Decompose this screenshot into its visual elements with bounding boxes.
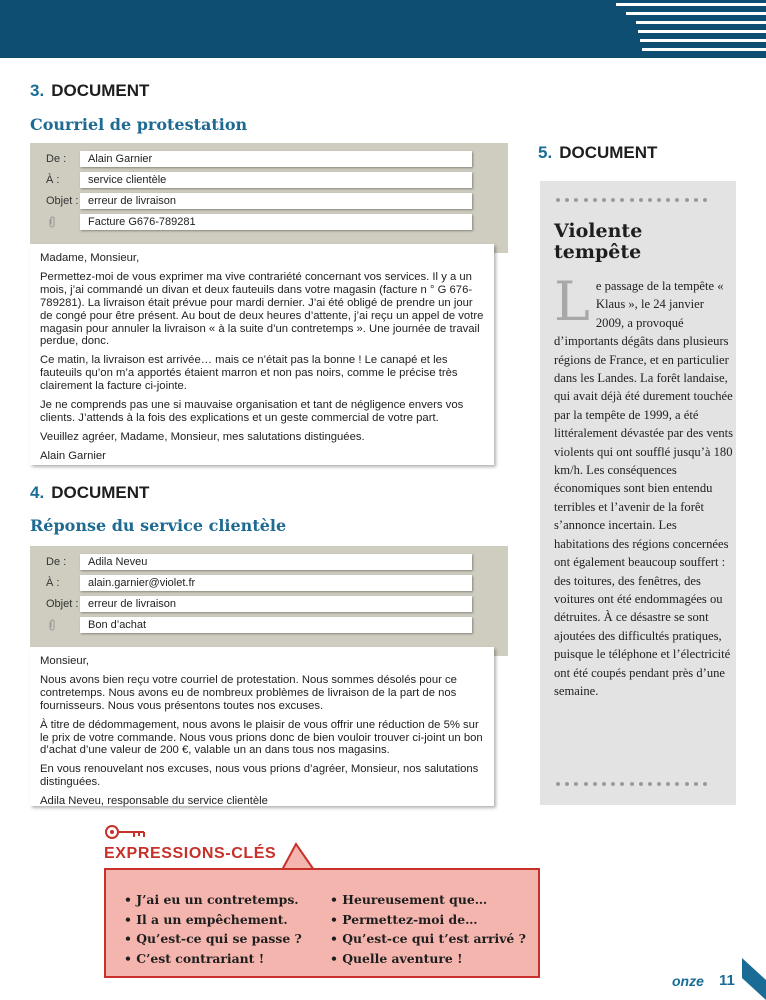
- doc5-label: DOCUMENT: [559, 143, 658, 162]
- email-subject-row: [30, 191, 508, 211]
- subject-field[interactable]: erreur de livraison: [80, 193, 472, 209]
- article-text: [554, 270, 734, 700]
- subject-label: Objet :: [46, 195, 79, 207]
- email-signature: Alain Garnier: [40, 449, 106, 462]
- doc4-label: DOCUMENT: [51, 483, 150, 502]
- to-label: À :: [46, 577, 60, 589]
- from-field[interactable]: Adila Neveu: [80, 554, 472, 570]
- article-box: [540, 181, 736, 805]
- expression-item: • C’est contrariant !: [124, 949, 302, 969]
- email-attachment-row: [30, 615, 508, 635]
- page-word: onze: [672, 973, 704, 989]
- expression-item: • Permettez-moi de…: [330, 910, 526, 930]
- doc4-heading: [30, 483, 149, 503]
- dotted-divider: [556, 782, 718, 788]
- attachment-field[interactable]: Facture G676-789281: [80, 214, 472, 230]
- doc3-heading: [30, 81, 149, 101]
- from-field[interactable]: Alain Garnier: [80, 151, 472, 167]
- expression-item: • Il a un empêchement.: [124, 910, 302, 930]
- drop-cap: L: [554, 270, 590, 333]
- expression-item: • Qu’est-ce qui t’est arrivé ?: [330, 929, 526, 949]
- doc5-number: 5.: [538, 143, 553, 162]
- doc3-label: DOCUMENT: [51, 81, 150, 100]
- paperclip-icon: [48, 619, 56, 631]
- email-body: [30, 244, 494, 465]
- attachment-field[interactable]: Bon d’achat: [80, 617, 472, 633]
- doc5-heading: [538, 143, 657, 163]
- email-from-row: [30, 149, 508, 169]
- expression-item: • Heureusement que…: [330, 890, 526, 910]
- expression-item: • J’ai eu un contretemps.: [124, 890, 302, 910]
- expressions-left-list: [124, 890, 302, 968]
- expression-item: • Quelle aventure !: [330, 949, 526, 969]
- subject-label: Objet :: [46, 598, 79, 610]
- key-icon: [104, 822, 146, 842]
- paperclip-icon: [48, 216, 56, 228]
- email-subject-row: [30, 594, 508, 614]
- email-to-row: [30, 573, 508, 593]
- dotted-divider: [556, 198, 718, 204]
- from-label: De :: [46, 556, 67, 568]
- email-paragraph: À titre de dédommagement, nous avons le plaisir de vous offrir une réduction de 5% sur le prix de votre commande. Nous vous prions donc de bien vouloir trouver ci-joint un bon d’achat d’une valeur de 200 €, valable un an dans tous nos magasins.: [40, 718, 483, 757]
- email-paragraph: Nous avons bien reçu votre courriel de protestation. Nous sommes désolés pour ce contretemps. Nous avons eu de nombreux problèmes de livraison de la part de nos fournisseurs. Nous vous présentons toutes nos excuses.: [40, 673, 457, 712]
- email-paragraph: Ce matin, la livraison est arrivée… mais ce n’était pas la bonne ! Le canapé et les fauteuils qu’on m’a apportés étaient marron et non pas noirs, comme le précise très clairement la facture ci-jointe.: [40, 354, 458, 393]
- page-number: 11: [719, 972, 735, 989]
- doc4-subtitle: Réponse du service clientèle: [30, 516, 287, 535]
- to-field[interactable]: service clientèle: [80, 172, 472, 188]
- corner-arrow-icon: [740, 958, 766, 1000]
- email-paragraph: Je ne comprends pas une si mauvaise organisation et tant de négligence envers vos clients. J’attends à la fois des explications et un geste commercial de votre part.: [40, 399, 464, 424]
- email-body: [30, 647, 494, 806]
- response-email: [30, 546, 508, 806]
- subject-field[interactable]: erreur de livraison: [80, 596, 472, 612]
- article-title: Violente tempête: [554, 220, 643, 263]
- expressions-box: [104, 868, 540, 978]
- doc4-number: 4.: [30, 483, 45, 502]
- email-attachment-row: [30, 212, 508, 232]
- to-label: À :: [46, 174, 60, 186]
- email-from-row: [30, 552, 508, 572]
- email-closing: Veuillez agréer, Madame, Monsieur, mes salutations distinguées.: [40, 430, 365, 443]
- expression-item: • Qu’est-ce qui se passe ?: [124, 929, 302, 949]
- email-signature: Adila Neveu, responsable du service clientèle: [40, 795, 268, 808]
- from-label: De :: [46, 153, 67, 165]
- top-banner: [0, 0, 766, 58]
- email-greeting: Madame, Monsieur,: [40, 252, 140, 264]
- email-closing: En vous renouvelant nos excuses, nous vous prions d’agréer, Monsieur, nos salutations distinguées.: [40, 763, 479, 789]
- article-body: e passage de la tempête « Klaus », le 24 janvier 2009, a provoqué d’importants dégâts dans plusieurs régions de France, et en particulier dans les Landes. La forêt landaise, qui avait déjà été durement touchée par la tempête de 1999, a été littéralement dévastée par des vents violents qui ont soufflé jusqu’à 180 km/h. Les conséquences économiques sont bien entendu terribles et l’avenir de la forêt s’annonce incertain. Les habitations des régions concernées ont également beaucoup souffert : des toitures, des fenêtres, des voitures ont été endommagées ou détruites. À ce désastre se sont ajoutées des difficultés pratiques, puisque le téléphone et l’électricité ont été coupés pendant près d’une semaine.: [554, 279, 734, 698]
- doc3-subtitle: Courriel de protestation: [30, 115, 248, 134]
- to-field[interactable]: alain.garnier@violet.fr: [80, 575, 472, 591]
- doc3-number: 3.: [30, 81, 45, 100]
- email-paragraph: Permettez-moi de vous exprimer ma vive contrariété concernant vos services. Il y a un mois, j’ai commandé un divan et deux fauteuils dans votre magasin (facture n ° G 676-789281). La livraison était prévue pour mardi dernier. J’ai été obligé de prendre un jour de congé pour être présent. Au bout de deux heures d’attente, j’ai reçu un appel de votre magasin pour annuler la livraison « à la suite d’un contretemps ». Une journée de travail perdue, donc.: [40, 270, 484, 348]
- email-to-row: [30, 170, 508, 190]
- protest-email: [30, 143, 508, 465]
- expressions-right-list: [330, 890, 526, 968]
- email-greeting: Monsieur,: [40, 655, 89, 667]
- expressions-title: EXPRESSIONS-CLÉS: [104, 845, 277, 862]
